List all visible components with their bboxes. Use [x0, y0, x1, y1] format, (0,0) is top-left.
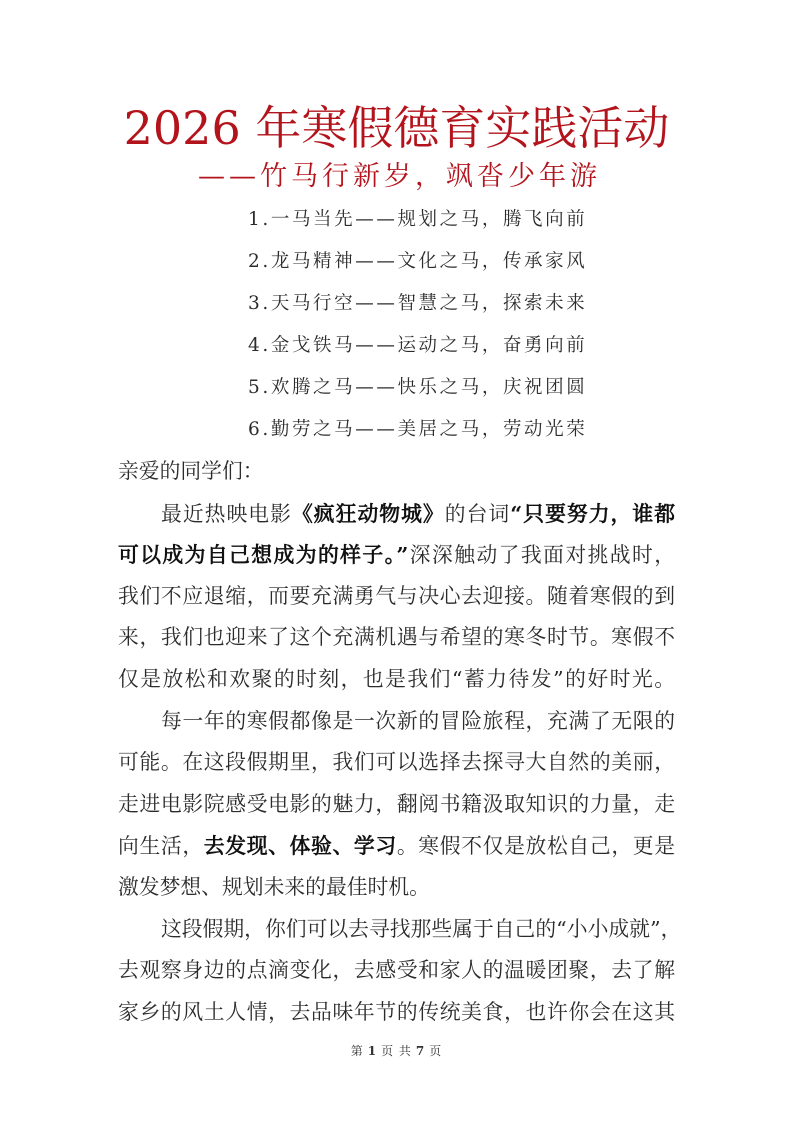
text-segment: 每一年的寒假都像是一次新的冒险旅程，充满了无限的 — [161, 708, 675, 733]
paragraph-line — [118, 784, 675, 826]
theme-item: 4.金戈铁马——运动之马，奋勇向前 — [248, 335, 588, 356]
paragraph-line — [118, 992, 675, 1034]
page-label-middle: 页 共 — [381, 1044, 412, 1058]
page-label-suffix: 页 — [429, 1044, 443, 1058]
text-segment: 的台词 — [444, 501, 511, 526]
text-segment: 我们不应退缩，而要充满勇气与决心去迎接。随着寒假的到 — [118, 583, 675, 608]
movie-quote: 可以成为自己想成为的样子。” — [118, 542, 409, 568]
paragraph-line — [118, 534, 675, 576]
text-segment: 去观察身边的点滴变化，去感受和家人的温暖团聚，去了解 — [118, 958, 675, 983]
current-page-number: 1 — [367, 1044, 378, 1058]
greeting-line — [118, 451, 675, 493]
text-segment: 向生活， — [118, 834, 204, 859]
theme-item: 3.天马行空——智慧之马，探索未来 — [248, 293, 588, 314]
paragraph-line — [118, 576, 675, 618]
page-label-prefix: 第 — [350, 1044, 364, 1058]
text-segment: 走进电影院感受电影的魅力，翻阅书籍汲取知识的力量，走 — [118, 791, 675, 816]
document-title: 2026 年寒假德育实践活动 — [123, 101, 670, 155]
text-segment: 可能。在这段假期里，我们可以选择去探寻大自然的美丽， — [118, 750, 675, 775]
total-pages-number: 7 — [415, 1044, 426, 1058]
text-segment: 激发梦想、规划未来的最佳时机。 — [118, 874, 430, 899]
letter-body — [118, 451, 682, 1033]
greeting: 亲爱的同学们： — [118, 459, 264, 483]
theme-item: 5.欢腾之马——快乐之马，庆祝团圆 — [248, 377, 588, 398]
movie-quote: “只要努力，谁都 — [510, 500, 676, 526]
paragraph-line — [118, 867, 675, 909]
paragraph-line — [118, 493, 675, 535]
paragraph-line — [118, 659, 675, 701]
theme-item: 6.勤劳之马——美居之马，劳动光荣 — [248, 419, 588, 440]
paragraph-line — [118, 909, 682, 951]
document-subtitle: ——竹马行新岁，飒沓少年游 — [198, 161, 601, 192]
text-segment: 。寒假不仅是放松自己，更是 — [396, 834, 676, 859]
text-segment: 仅是放松和欢聚的时刻，也是我们“蓄力待发”的好时光。 — [118, 666, 675, 691]
text-segment: 深深触动了我面对挑战时， — [408, 543, 675, 568]
text-segment: 这段假期，你们可以去寻找那些属于自己的“小小成就”， — [161, 916, 682, 941]
movie-title: 《疯狂动物城》 — [291, 500, 445, 526]
paragraph-line — [118, 617, 675, 659]
text-segment: 最近热映电影 — [161, 501, 292, 526]
theme-item: 2.龙马精神——文化之马，传承家风 — [248, 251, 588, 272]
page-footer — [0, 1041, 793, 1061]
theme-list — [248, 199, 587, 451]
paragraph-line — [118, 742, 675, 784]
emphasis-text: 去发现、体验、学习 — [203, 833, 397, 859]
paragraph-line — [118, 950, 675, 992]
text-segment: 家乡的风土人情，去品味年节的传统美食，也许你会在这其 — [118, 999, 675, 1024]
paragraph-line — [118, 701, 675, 743]
paragraph-line — [118, 825, 675, 867]
text-segment: 来，我们也迎来了这个充满机遇与希望的寒冬时节。寒假不 — [118, 625, 675, 650]
theme-item: 1.一马当先——规划之马，腾飞向前 — [248, 209, 588, 230]
